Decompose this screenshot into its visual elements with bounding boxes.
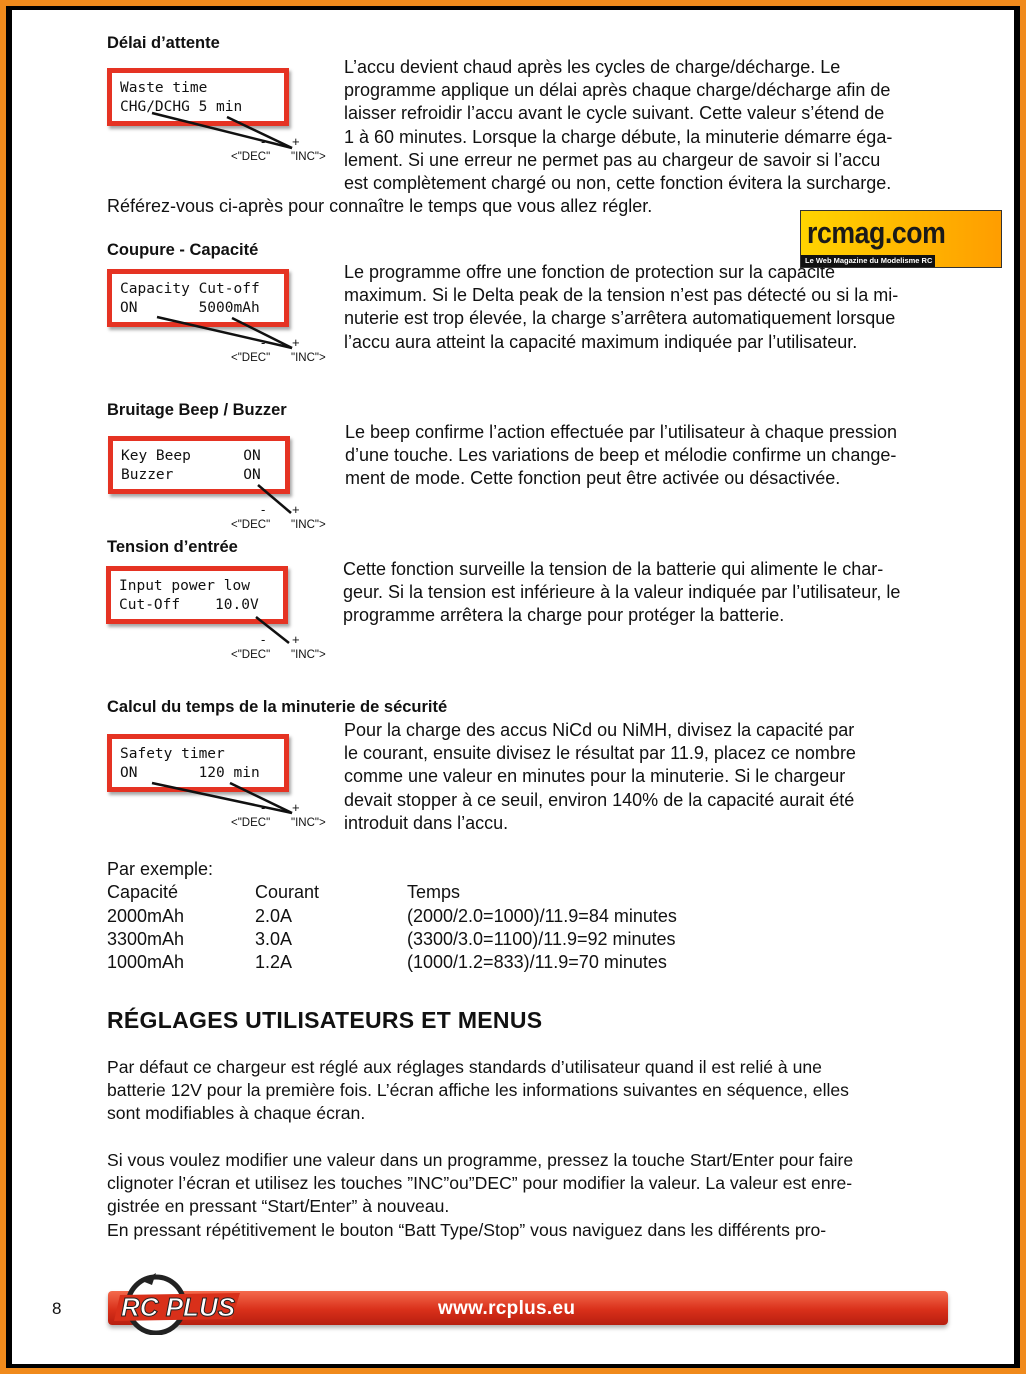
main-heading: RÉGLAGES UTILISATEURS ET MENUS [107,1007,543,1033]
text-line: introduit dans l’accu. [344,812,509,833]
inc-button-label: "INC"> [291,649,326,661]
text-line: 1 à 60 minutes. Lorsque la charge débute, la minuterie démarre éga- [344,126,893,147]
minus-sign: - [261,800,266,815]
header-capacite: Capacité [107,882,179,903]
pointer-lines [113,441,295,531]
section-text-delai [344,56,892,195]
rcplus-logo [112,1271,248,1335]
lcd-display-safety-timer [107,734,289,792]
rcmag-logo-text: rcmag.com [807,215,946,250]
text-line: est complètement chargé ou non, cette fonction évitera la surcharge. [344,173,892,194]
pointer-lines [112,274,294,364]
cell-time: (3300/3.0=1100)/11.9=92 minutes [407,928,676,949]
plus-sign: + [292,335,300,350]
lcd-display-waste-time [107,68,289,126]
text-line: maximum. Si le Delta peak de la tension n’est pas détecté ou si la mi- [344,285,899,306]
minus-sign: - [261,335,266,350]
dec-button-label: <"DEC" [231,519,271,531]
text-line: Cette fonction surveille la tension de la batterie qui alimente le char- [343,559,884,579]
text-line: gistrée en pressant “Start/Enter” à nouveau. [107,1196,450,1217]
lcd-line-1: Input power low [119,578,250,594]
text-line: laisser refroidir l’accu avant le cycle suivant. Cette valeur s’étend de [344,103,885,124]
cell-time: (1000/1.2=833)/11.9=70 minutes [407,952,667,973]
text-line: le courant, ensuite divisez le résultat par 11.9, placez ce nombre [344,743,856,764]
plus-sign: + [292,134,300,149]
text-line: Si vous voulez modifier une valeur dans un programme, pressez la touche Start/Enter pour faire [107,1150,854,1170]
plus-sign: + [292,800,300,815]
lcd-line-2: ON 5000mAh [120,300,260,316]
text-line: L’accu devient chaud après les cycles de charge/décharge. Le [344,57,841,77]
minus-sign: - [261,632,266,647]
inc-button-label: "INC"> [291,519,326,531]
section-title-delai: Délai d’attente [107,34,220,52]
dec-button-label: <"DEC" [231,151,271,163]
paragraph-defaults [107,1056,849,1126]
cell-current: 3.0A [255,928,293,949]
cell-time: (2000/2.0=1000)/11.9=84 minutes [407,905,677,926]
text-line: d’une touche. Les variations de beep et mélodie confirme un change- [345,445,897,466]
text-line: batterie 12V pour la première fois. L’écran affiche les informations suivantes en séquence, elles [107,1080,849,1101]
cell-current: 2.0A [255,905,293,926]
footer-url[interactable]: www.rcplus.eu [438,1298,576,1319]
cell-capacity: 3300mAh [107,928,185,949]
text-line: geur. Si la tension est inférieure à la valeur indiquée par l’utilisateur, le [343,582,901,603]
lcd-display-input-power [106,566,288,624]
lcd-line-2: Buzzer ON [121,467,261,483]
section-title-tension: Tension d’entrée [107,538,238,556]
section-text-capacite [344,261,898,354]
lcd-line-2: ON 120 min [120,765,260,781]
inc-button-label: "INC"> [291,817,326,829]
dec-button-label: <"DEC" [231,352,271,364]
rcplus-logo-text: RC PLUS [120,1292,236,1322]
text-line: Par défaut ce chargeur est réglé aux réglages standards d’utilisateur quand il est relié à une [107,1057,822,1077]
rcmag-logo [800,210,1002,268]
text-line: nuterie est trop élevée, la charge s’arrêtera automatiquement lorsque [344,308,896,329]
lcd-line-1: Waste time [120,80,208,96]
example-intro-text: Par exemple: [107,859,214,879]
text-line: l’accu aura atteint la capacité maximum indiquée par l’utilisateur. [344,331,858,352]
lcd-display-beep [108,436,290,494]
text-line: Le beep confirme l’action effectuée par l’utilisateur à chaque pression [345,422,898,442]
dec-button-label: <"DEC" [231,817,271,829]
lcd-line-1: Capacity Cut-off [120,281,260,297]
section-title-capacite: Coupure - Capacité [107,241,259,259]
section-title-minuterie: Calcul du temps de la minuterie de sécurité [107,698,448,716]
section-text-minuterie [344,719,856,835]
lcd-display-capacity [107,269,289,327]
section-text-tension [343,558,900,628]
text-line: Pour la charge des accus NiCd ou NiMH, divisez la capacité par [344,720,855,740]
inc-button-label: "INC"> [291,151,326,163]
pointer-lines [112,739,294,829]
pointer-lines [112,73,294,163]
plus-sign: + [292,502,300,517]
cell-capacity: 2000mAh [107,905,185,926]
header-temps: Temps [407,882,461,903]
minus-sign: - [261,502,266,517]
pointer-lines [111,571,293,661]
text-line: clignoter l’écran et utilisez les touches ”INC”ou”DEC” pour modifier la valeur. La valeur est enre- [107,1173,853,1194]
text-line: programme arrêtera la charge pour protéger la batterie. [343,605,785,626]
text-line: lement. Si une erreur ne permet pas au chargeur de savoir si l’accu [344,149,881,170]
cell-current: 1.2A [255,952,293,973]
rcmag-logo-tagline: Le Web Magazine du Modelisme RC [801,255,935,267]
inc-button-label: "INC"> [291,352,326,364]
header-courant: Courant [255,882,320,903]
text-line: ment de mode. Cette fonction peut être activée ou désactivée. [345,468,841,489]
page-number: 8 [52,1299,62,1318]
lcd-line-1: Key Beep ON [121,448,261,464]
section-title-beep: Bruitage Beep / Buzzer [107,401,287,419]
section-text-tail: Référez-vous ci-après pour connaître le temps que vous allez régler. [107,196,653,216]
paragraph-modify [107,1149,853,1242]
text-line: comme une valeur en minutes pour la minuterie. Si le chargeur [344,766,846,787]
plus-sign: + [292,632,300,647]
text-line: programme applique un délai après chaque charge/décharge afin de [344,80,891,101]
dec-button-label: <"DEC" [231,649,271,661]
text-line: devait stopper à ce seuil, environ 140% de la capacité aurait été [344,789,855,810]
cell-capacity: 1000mAh [107,952,185,973]
lcd-line-2: Cut-Off 10.0V [119,597,259,613]
manual-page [12,10,1014,1364]
minus-sign: - [261,134,266,149]
section-text-beep [345,421,897,491]
lcd-line-1: Safety timer [120,746,225,762]
text-line: En pressant répétitivement le bouton “Batt Type/Stop” vous naviguez dans les différents pro- [107,1219,827,1240]
text-line: sont modifiables à chaque écran. [107,1103,366,1124]
text-line: Le programme offre une fonction de protection sur la capacité [344,262,835,282]
lcd-line-2: CHG/DCHG 5 min [120,99,243,115]
